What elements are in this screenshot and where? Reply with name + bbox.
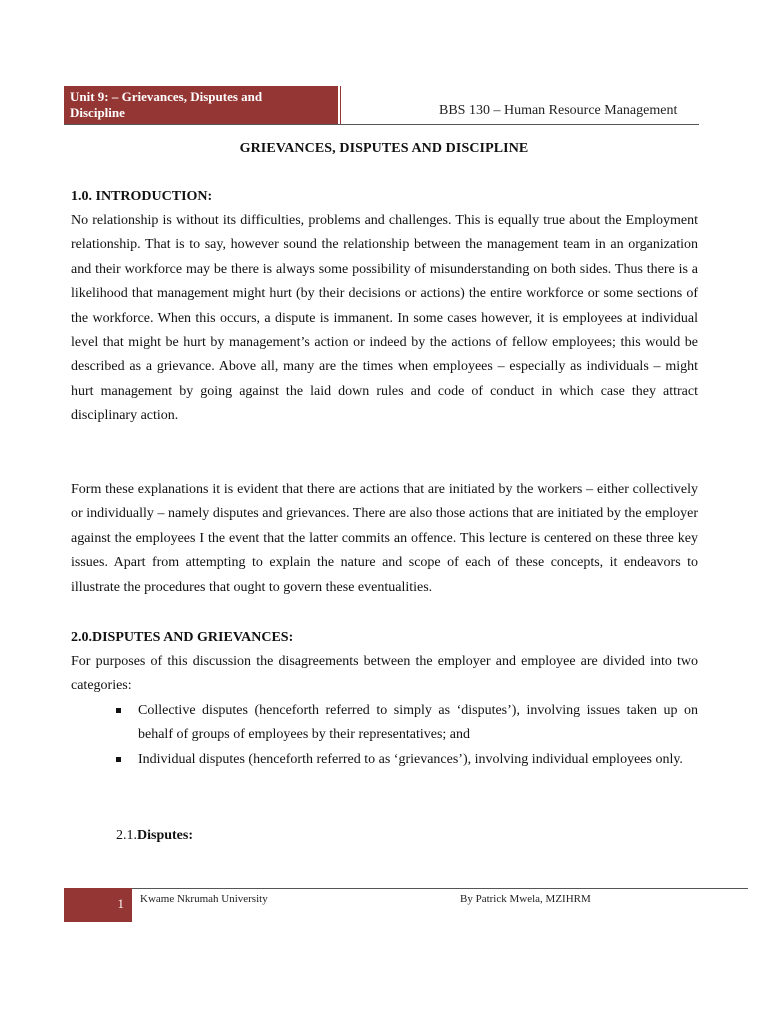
unit-label-line2: Discipline: [70, 105, 125, 120]
subsection-label: Disputes:: [137, 828, 194, 843]
unit-label-line1: Unit 9: – Grievances, Disputes and: [70, 89, 263, 104]
intro-heading: 1.0. INTRODUCTION:: [71, 189, 213, 204]
document-title: GRIEVANCES, DISPUTES AND DISCIPLINE: [239, 141, 529, 156]
intro-paragraph-1: No relationship is without its difficulties, problems and challenges. This is equally true about the Employment relationship. That is to say, however sound the relationship between the management team in an organization and their workforce may be there is always some possibility of misunderstanding on both sides. Thus there is a likelihood that management might hurt (by their decisions or actions) the entire workforce or some sections of the workforce. When this occurs, a dispute is immanent. In some cases however, it is employees at individual level that might be hurt by management’s action or indeed by the actions of fellow employees; this would be described as a grievance. Above all, many are the times when employees – especially as individuals – might hurt management by going against the laid down rules and code of conduct in which case they attract disciplinary action.: [71, 213, 698, 424]
list-item: Individual disputes (henceforth referred to as ‘grievances’), involving individual employees only.: [116, 748, 698, 772]
page-number: 1: [117, 896, 124, 911]
page-number-box: [64, 888, 132, 922]
footer-author: By Patrick Mwela, MZIHRM: [460, 893, 591, 905]
intro-paragraph-2: Form these explanations it is evident that there are actions that are initiated by the workers – either collectively or individually – namely disputes and grievances. There are also those actions that are initiated by the employer against the employees I the event that the latter commits an offence. This lecture is centered on these three key issues. Apart from attempting to explain the nature and scope of each of these concepts, it endeavors to illustrate the procedures that ought to govern these eventualities.: [71, 482, 698, 595]
subsection-heading: [116, 828, 193, 844]
course-title: BBS 130 – Human Resource Management: [439, 103, 678, 118]
disputes-paragraph: For purposes of this discussion the disagreements between the employer and employee are divided into two categories:: [71, 654, 698, 694]
header-divider: [340, 86, 341, 124]
list-item: Collective disputes (henceforth referred to simply as ‘disputes’), involving issues taken up on behalf of groups of employees by their representatives; and: [116, 699, 698, 748]
footer-university: Kwame Nkrumah University: [140, 893, 268, 905]
unit-label-box: [64, 86, 338, 124]
dispute-categories-list: [116, 699, 698, 772]
header-rule: [64, 124, 699, 125]
footer-rule: [64, 888, 748, 889]
subsection-number: 2.1.: [116, 828, 137, 843]
disputes-heading: 2.0.DISPUTES AND GRIEVANCES:: [71, 630, 294, 645]
